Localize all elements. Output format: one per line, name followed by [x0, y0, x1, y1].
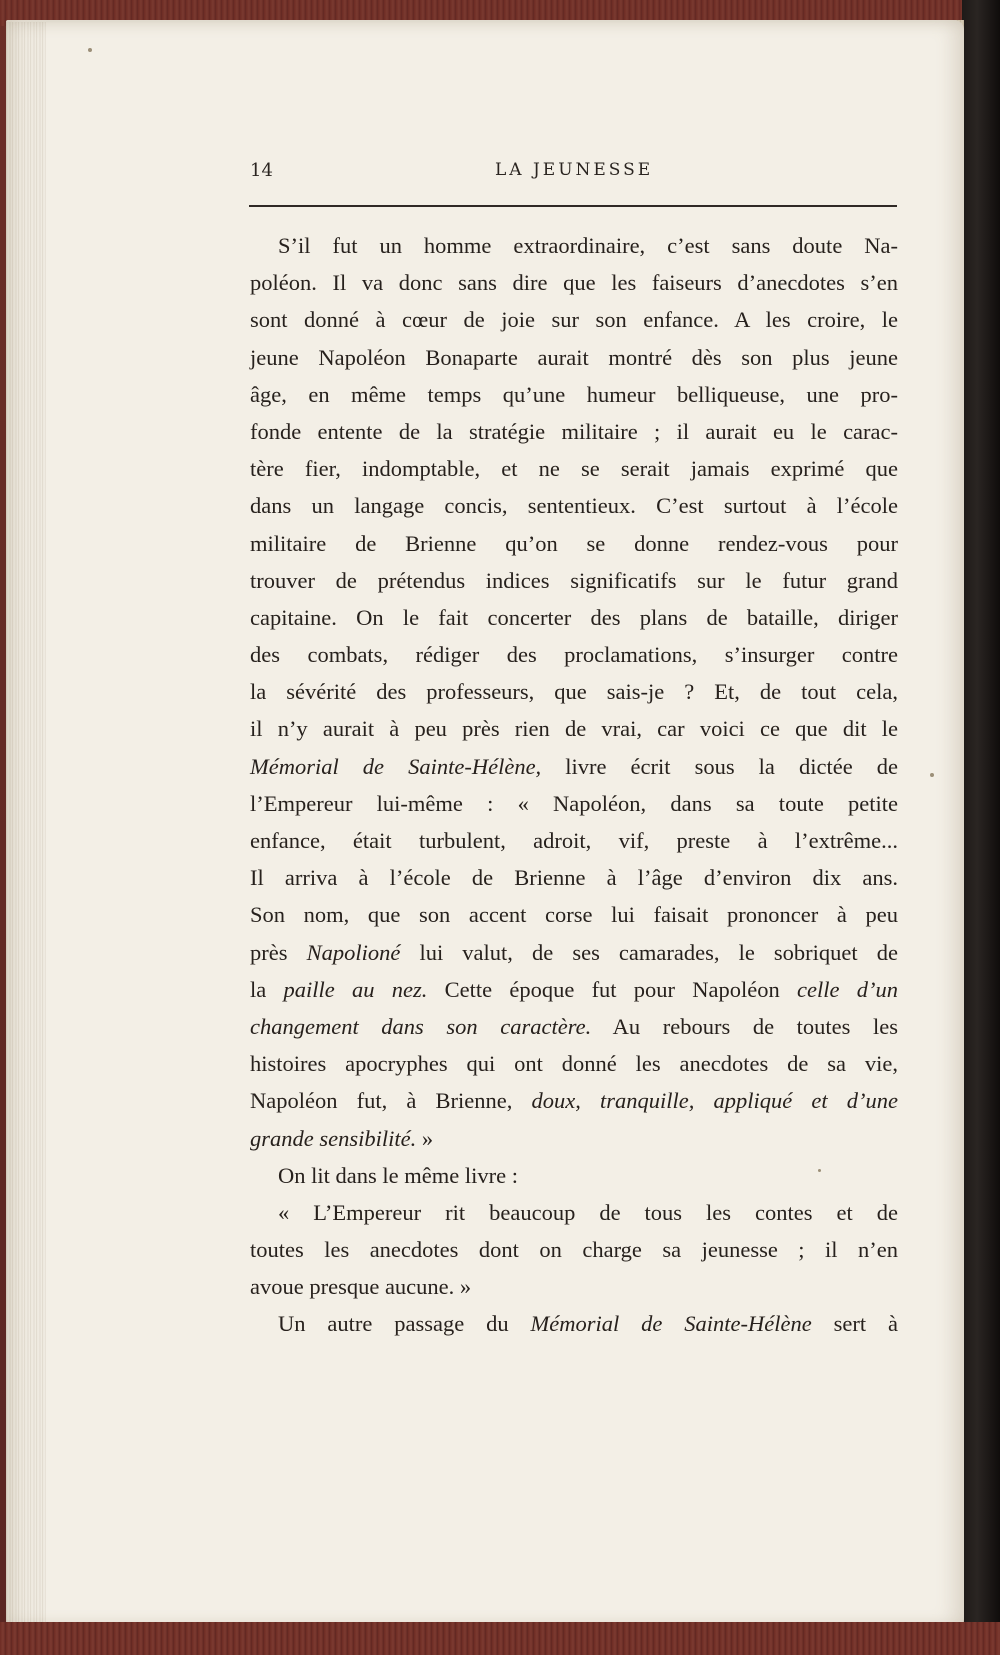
text-line: militaire de Brienne qu’on se donne rendez-vous pour	[250, 530, 898, 556]
italic-run: paille au nez.	[283, 976, 428, 1002]
text-line: Son nom, que son accent corse lui faisait prononcer à peu	[250, 902, 898, 928]
text-line	[250, 1082, 898, 1119]
header-rule	[249, 205, 897, 207]
text-line: jeune Napoléon Bonaparte aurait montré dès son plus jeune	[250, 344, 898, 370]
book-cover-bottom-edge	[0, 1622, 1000, 1655]
italic-run: changement dans son caractère.	[250, 1013, 592, 1039]
text-run: Au rebours de toutes les	[591, 1013, 898, 1039]
text-run: livre écrit sous la dictée de	[541, 753, 898, 779]
text-line: poléon. Il va donc sans dire que les faiseurs d’anecdotes s’en	[250, 270, 898, 296]
text-line: la sévérité des professeurs, que sais-je ? Et, de tout cela,	[250, 679, 898, 705]
text-line: fonde entente de la stratégie militaire ; il aurait eu le carac-	[250, 418, 898, 444]
italic-run: Napolioné	[306, 939, 401, 965]
text-line: avoue presque aucune. »	[250, 1274, 472, 1300]
text-line: trouver de prétendus indices significatifs sur le futur grand	[250, 567, 898, 593]
italic-run: Mémorial de Sainte-Hélène	[530, 1311, 812, 1337]
text-line: dans un langage concis, sententieux. C’est surtout à l’école	[250, 493, 898, 519]
text-line: tère fier, indomptable, et ne se serait jamais exprimé que	[250, 456, 898, 482]
text-line	[250, 971, 898, 1008]
text-run: Napoléon fut, à Brienne,	[250, 1088, 532, 1114]
text-run: Cette époque fut pour Napoléon	[427, 976, 798, 1002]
text-line	[250, 748, 898, 785]
text-run: sert à	[811, 1311, 898, 1337]
text-run: la	[250, 976, 284, 1002]
running-head	[250, 156, 895, 190]
text-line: sont donné à cœur de joie sur son enfance. A les croire, le	[250, 307, 898, 333]
text-line: Il arriva à l’école de Brienne à l’âge d’environ dix ans.	[250, 865, 898, 891]
text-line: l’Empereur lui-même : « Napoléon, dans sa toute petite	[250, 790, 898, 816]
paper-speck	[88, 48, 92, 52]
text-line: On lit dans le même livre :	[278, 1162, 518, 1188]
text-line	[250, 1120, 898, 1157]
binding-gutter	[6, 22, 46, 1626]
body-text	[250, 227, 898, 1343]
running-title: LA JEUNESSE	[495, 160, 654, 180]
text-run: »	[416, 1125, 434, 1151]
text-run: près	[250, 939, 307, 965]
text-line: enfance, était turbulent, adroit, vif, preste à l’extrême...	[250, 828, 898, 853]
text-line: histoires apocryphes qui ont donné les anecdotes de sa vie,	[250, 1051, 898, 1077]
text-run: lui valut, de ses camarades, le sobriquet de	[400, 939, 898, 965]
text-line: toutes les anecdotes dont on charge sa jeunesse ; il n’en	[250, 1237, 898, 1263]
text-run: Un autre passage du	[278, 1311, 531, 1337]
text-line	[250, 1008, 898, 1045]
page-number: 14	[250, 160, 273, 181]
text-line: il n’y aurait à peu près rien de vrai, car voici ce que dit le	[250, 716, 898, 742]
book-cover-right-edge	[962, 0, 1000, 1655]
text-line: « L’Empereur rit beaucoup de tous les contes et de	[278, 1199, 898, 1225]
text-line: S’il fut un homme extraordinaire, c’est sans doute Na-	[278, 233, 898, 258]
italic-run: doux, tranquille, appliqué et d’une	[531, 1088, 898, 1114]
book-title-italic: Mémorial de Sainte-Hélène,	[250, 753, 542, 779]
italic-run: grande sensibilité.	[250, 1125, 417, 1151]
text-line: des combats, rédiger des proclamations, s’insurger contre	[250, 642, 898, 668]
text-line	[250, 934, 898, 971]
text-line: âge, en même temps qu’une humeur belliqueuse, une pro-	[250, 381, 898, 407]
text-line: capitaine. On le fait concerter des plans de bataille, diriger	[250, 604, 898, 630]
italic-run: celle d’un	[797, 976, 898, 1002]
text-line	[250, 1305, 898, 1342]
paper-speck	[930, 773, 934, 777]
